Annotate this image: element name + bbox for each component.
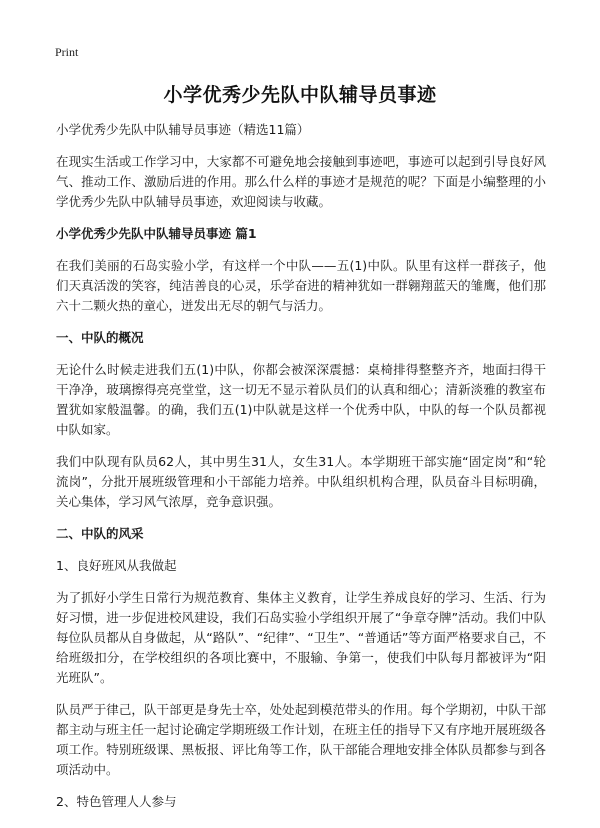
part-2-heading: 二、中队的风采: [56, 526, 144, 541]
part-2-subheading-2: 2、特色管理人人参与: [56, 794, 177, 809]
article-body: [56, 120, 546, 824]
intro-paragraph: 在现实生活或工作学习中，大家都不可避免地会接触到事迹吧，事迹可以起到引导良好风气、推动工作、激励后进的作用。那么什么样的事迹才是规范的呢？下面是小编整理的小学优秀少先队中队辅导员事迹，欢迎阅读与收藏。: [56, 154, 546, 209]
part-2-paragraph-2: 队员严于律己，队干部更是身先士卒，处处起到模范带头的作用。每个学期初，中队干部都主动与班主任一起讨论确定学期班级工作计划，在班主任的指导下又有序地开展班级各项工作。特别班级课、黑板报、评比角等工作，队干部能合理地安排全体队员都参与到各项活动中。: [56, 702, 546, 777]
section-1-paragraph: 在我们美丽的石岛实验小学，有这样一个中队——五(1)中队。队里有这样一群孩子，他们天真活泼的笑容，纯洁善良的心灵，乐学奋进的精神犹如一群翱翔蓝天的雏鹰，他们那六十二颗火热的童心，迸发出无尽的朝气与活力。: [56, 258, 546, 313]
article-subtitle: 小学优秀少先队中队辅导员事迹（精选11篇）: [56, 122, 310, 137]
part-1-heading: 一、中队的概况: [56, 330, 144, 345]
page-title: 小学优秀少先队中队辅导员事迹: [163, 84, 437, 106]
print-label[interactable]: Print: [55, 45, 79, 59]
part-2-paragraph-1: 为了抓好小学生日常行为规范教育、集体主义教育，让学生养成良好的学习、生活、行为好习惯，进一步促进校风建设，我们石岛实验小学组织开展了“争章夺牌”活动。我们中队每位队员都从自身做起，从“路队”、“纪律”、“卫生”、“普通话”等方面严格要求自己，不给班级扣分，在学校组织的各项比赛中，不服输、争第一，使我们中队每月都被评为“阳光班队”。: [56, 590, 546, 685]
part-1-paragraph-2: 我们中队现有队员62人，其中男生31人，女生31人。本学期班干部实施“固定岗”和“轮流岗”，分批开展班级管理和小干部能力培养。中队组织机构合理，队员奋斗目标明确，关心集体，学习风气浓厚，竞争意识强。: [56, 454, 546, 509]
part-2-subheading-1: 1、良好班风从我做起: [56, 558, 177, 573]
part-1-paragraph-1: 无论什么时候走进我们五(1)中队，你都会被深深震撼：桌椅排得整整齐齐，地面扫得干干净净，玻璃擦得亮亮堂堂，这一切无不显示着队员们的认真和细心；清新淡雅的教室布置犹如家般温馨。的确，我们五(1)中队就是这样一个优秀中队，中队的每一个队员都视中队如家。: [56, 362, 546, 437]
section-heading-1: 小学优秀少先队中队辅导员事迹 篇1: [56, 226, 257, 241]
